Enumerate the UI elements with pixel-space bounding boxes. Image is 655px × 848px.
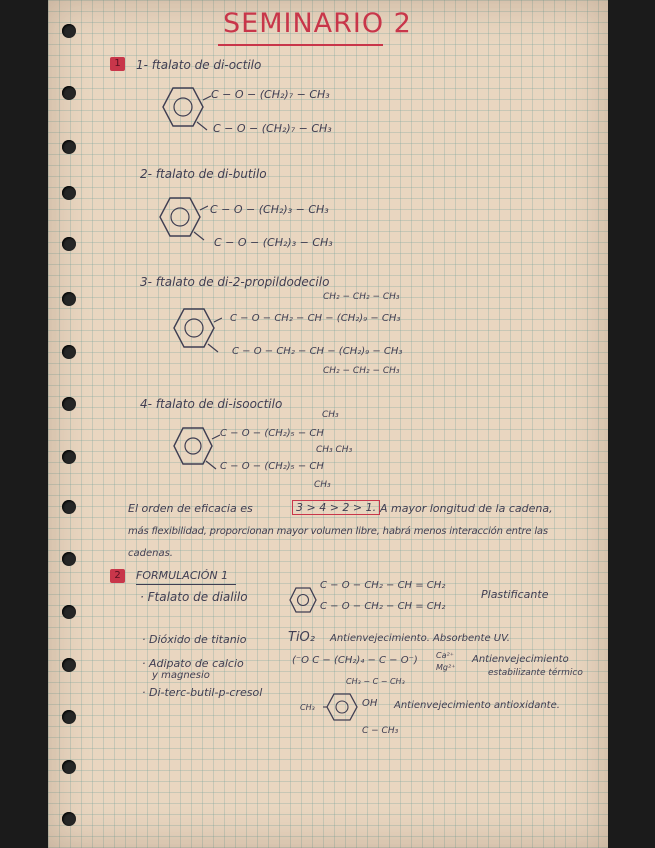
ingredient-name: · Ftalato de dialilo [140, 590, 248, 604]
chain-formula: C − O − (CH₂)₃ − CH₃ [210, 203, 329, 216]
benzene-ring-icon [155, 80, 211, 134]
binder-hole [62, 605, 76, 619]
methyl-group: CH₃ [314, 480, 331, 490]
compound-name: 3- ftalato de di-2-propildodecilo [140, 275, 330, 289]
order-explanation: más flexibilidad, proporcionan mayor volumen libre, habrá menos interacción entre las [128, 526, 548, 537]
compound-name: 1- ftalato de di-octilo [136, 58, 262, 72]
tert-butyl-group: CH₃ − C − CH₃ [346, 677, 405, 686]
heading-underline [136, 584, 236, 585]
compound-name: 4- ftalato de di-isooctilo [140, 397, 283, 411]
ingredient-formula: TiO₂ [288, 630, 315, 645]
benzene-ring-icon [166, 420, 220, 472]
branch-formula: CH₂ − CH₂ − CH₃ [323, 292, 400, 302]
ingredient-role: Antienvejecimiento [472, 654, 569, 665]
binder-hole [62, 552, 76, 566]
binder-hole [62, 450, 76, 464]
chain-formula: C − O − (CH₂)₃ − CH₃ [214, 236, 333, 249]
chain-formula: C − O − CH₂ − CH − (CH₂)₉ − CH₃ [230, 313, 401, 324]
binder-hole [62, 397, 76, 411]
section-number-badge: 1 [110, 57, 125, 71]
binder-hole [62, 760, 76, 774]
order-explanation: cadenas. [128, 548, 173, 559]
binder-hole [62, 658, 76, 672]
chain-formula: C − O − CH₂ − CH = CH₂ [320, 580, 446, 591]
binder-hole [62, 186, 76, 200]
ingredient-name: y magnesio [152, 670, 210, 681]
ingredient-name: · Adipato de calcio [142, 657, 244, 670]
binder-hole [62, 292, 76, 306]
chain-formula: C − O − (CH₂)₇ − CH₃ [213, 122, 332, 135]
ingredient-name: · Dióxido de titanio [142, 633, 247, 646]
tert-butyl-group: C − CH₃ [362, 726, 399, 736]
hydroxyl-group: OH [362, 698, 378, 709]
chain-formula: C − O − CH₂ − CH = CH₂ [320, 601, 446, 612]
binder-hole [62, 812, 76, 826]
efficacy-order-box [292, 500, 380, 515]
order-explanation: A mayor longitud de la cadena, [380, 502, 553, 515]
efficacy-order: 3 > 4 > 2 > 1. [296, 501, 377, 514]
benzene-ring-icon [286, 583, 320, 617]
page-title: SEMINARIO 2 [223, 8, 412, 39]
binder-hole [62, 24, 76, 38]
chain-formula: C − O − CH₂ − CH − (CH₂)₉ − CH₃ [232, 346, 403, 357]
section-heading: FORMULACIÓN 1 [136, 569, 229, 582]
ingredient-role: estabilizante térmico [488, 668, 583, 678]
binder-hole [62, 500, 76, 514]
benzene-ring-icon [323, 688, 363, 726]
methyl-group: CH₃ CH₃ [316, 445, 353, 455]
title-underline [218, 44, 383, 46]
methyl-group: CH₃ [322, 410, 339, 420]
order-prefix: El orden de eficacia es [128, 502, 253, 515]
notebook-page [48, 0, 608, 848]
binder-hole [62, 86, 76, 100]
benzene-ring-icon [166, 300, 222, 356]
benzene-ring-icon [152, 190, 208, 244]
section-number-badge: 2 [110, 569, 125, 583]
chain-formula: C − O − (CH₂)₅ − CH [220, 461, 324, 472]
chain-formula: C − O − (CH₂)₇ − CH₃ [211, 88, 330, 101]
binder-hole [62, 345, 76, 359]
ingredient-name: · Di-terc-butil-p-cresol [142, 686, 263, 699]
binder-hole [62, 140, 76, 154]
binder-hole [62, 710, 76, 724]
metal-ions: Ca²⁺ Mg²⁺ [436, 651, 456, 672]
methyl-group: CH₃ [300, 703, 315, 712]
chain-formula: C − O − (CH₂)₅ − CH [220, 428, 324, 439]
ingredient-formula: (⁻O C − (CH₂)₄ − C − O⁻) [292, 655, 418, 666]
binder-hole [62, 237, 76, 251]
compound-name: 2- ftalato de di-butilo [140, 167, 267, 181]
ingredient-role: Antienvejecimiento antioxidante. [394, 700, 560, 711]
branch-formula: CH₂ − CH₂ − CH₃ [323, 366, 400, 376]
ingredient-role: Antienvejecimiento. Absorbente UV. [330, 633, 510, 644]
ingredient-role: Plastificante [481, 588, 549, 601]
